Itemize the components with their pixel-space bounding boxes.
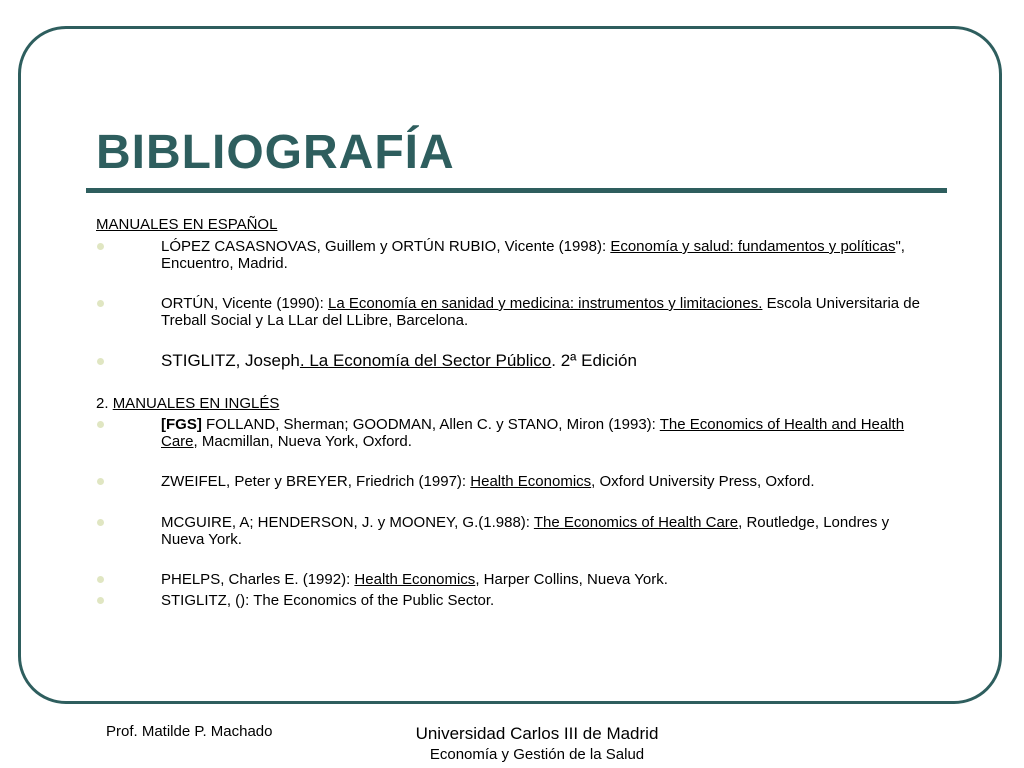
item-title: The Economics of Health Care <box>533 514 739 531</box>
bullet-icon <box>97 300 104 307</box>
bullet-icon <box>97 576 104 583</box>
bullet-icon <box>97 358 104 365</box>
item-tag: [FGS] <box>161 416 202 433</box>
item-rest: Escola Universitaria de Treball Social y La LLar del LLibre, Barcelona. <box>161 295 920 329</box>
list-item <box>96 592 936 609</box>
item-title: Economía y salud: fundamentos y políticas <box>610 238 896 255</box>
list-item-text <box>161 416 936 450</box>
list-item-text <box>161 473 936 490</box>
bullet-icon <box>97 478 104 485</box>
footer-university: Universidad Carlos III de Madrid <box>415 724 659 743</box>
list-item <box>96 351 936 371</box>
item-rest: , Routledge, Londres y Nueva York. <box>161 514 890 548</box>
list-item <box>96 295 936 329</box>
item-rest: , Oxford University Press, Oxford. <box>591 473 815 490</box>
item-rest: , Harper Collins, Nueva York. <box>475 571 668 588</box>
bullet-icon <box>97 421 104 428</box>
bullet-icon <box>97 597 104 604</box>
footer-author: Prof. Matilde P. Machado <box>106 723 273 740</box>
list-item-text <box>161 514 936 548</box>
item-rest: ", Encuentro, Madrid. <box>161 238 905 272</box>
list-item-text <box>161 351 936 371</box>
item-title: Health Economics <box>354 571 476 588</box>
list-item <box>96 514 936 548</box>
item-title: La Economía en sanidad y medicina: instrumentos y limitaciones. <box>328 295 763 312</box>
list-item-text <box>161 571 936 588</box>
section-heading-spanish: MANUALES EN ESPAÑOL <box>96 216 278 233</box>
item-title: Health Economics <box>470 473 592 490</box>
bullet-icon <box>97 519 104 526</box>
list-item <box>96 416 936 450</box>
bullet-icon <box>97 243 104 250</box>
item-authors: STIGLITZ, (): The Economics of the Public Sector. <box>161 592 495 609</box>
item-authors: FOLLAND, Sherman; GOODMAN, Allen C. y STANO, Miron (1993): <box>201 416 660 433</box>
section-number: 2. <box>96 395 113 412</box>
item-authors: ORTÚN, Vicente (1990): <box>161 295 329 312</box>
list-item <box>96 571 936 588</box>
footer-institution <box>380 723 694 765</box>
item-rest: , Macmillan, Nueva York, Oxford. <box>193 433 412 450</box>
list-item <box>96 238 936 272</box>
section-heading-english <box>96 395 279 413</box>
item-authors: STIGLITZ, Joseph <box>161 351 300 370</box>
list-item <box>96 473 936 490</box>
list-item-text <box>161 295 936 329</box>
list-item-text <box>161 592 936 609</box>
item-authors: PHELPS, Charles E. (1992): <box>161 571 355 588</box>
title-rule <box>86 188 947 193</box>
item-rest: . 2ª Edición <box>551 351 637 370</box>
item-authors: LÓPEZ CASASNOVAS, Guillem y ORTÚN RUBIO, Vicente (1998): <box>161 238 611 255</box>
slide-title: BIBLIOGRAFÍA <box>96 126 455 179</box>
item-title: . La Economía del Sector Público <box>299 351 552 370</box>
item-authors: MCGUIRE, A; HENDERSON, J. y MOONEY, G.(1.988): <box>161 514 534 531</box>
item-title: The Economics of Health and Health Care <box>161 416 905 450</box>
section-heading-english-text: MANUALES EN INGLÉS <box>112 395 280 412</box>
footer-course: Economía y Gestión de la Salud <box>429 746 645 763</box>
list-item-text <box>161 238 936 272</box>
item-authors: ZWEIFEL, Peter y BREYER, Friedrich (1997): <box>161 473 471 490</box>
